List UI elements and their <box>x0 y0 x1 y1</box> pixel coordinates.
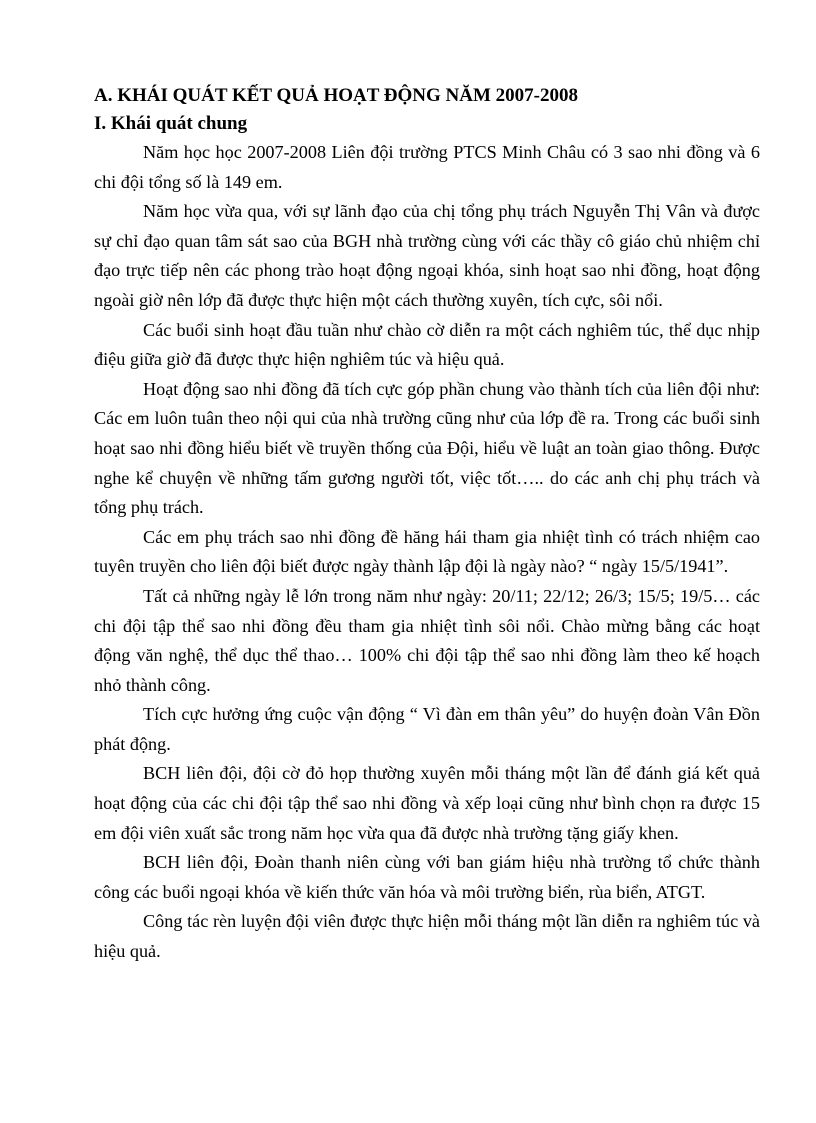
paragraph-training: Công tác rèn luyện đội viên được thực hiện mỗi tháng một lần diễn ra nghiêm túc và hiệu quả. <box>94 911 760 962</box>
paragraph-weekly-activities: Các buổi sinh hoạt đầu tuần như chào cờ diễn ra một cách nghiêm túc, thể dục nhịp điệu giữa giờ đã được thực hiện nghiêm túc và hiệu quả. <box>94 319 760 370</box>
paragraph-campaign: Tích cực hưởng ứng cuộc vận động “ Vì đàn em thân yêu” do huyện đoàn Vân Đồn phát động. <box>94 704 760 754</box>
document-page <box>94 80 760 967</box>
paragraph-committee-meetings: BCH liên đội, đội cờ đỏ họp thường xuyên mỗi tháng một lần để đánh giá kết quả hoạt động của các chi đội tập thể sao nhi đồng và xếp loại cũng như bình chọn ra được 15 em đội viên xuất sắc trong năm học vừa qua đã được nhà trường tặng giấy khen. <box>94 763 760 843</box>
paragraph-star-groups: Hoạt động sao nhi đồng đã tích cực góp phần chung vào thành tích của liên đội như: Các em luôn tuân theo nội qui của nhà trường cũng như của lớp đề ra. Trong các buổi sinh hoạt sao nhi đồng hiểu biết về truyền thống của Đội, hiểu về luật an toàn giao thông. Được nghe kể chuyện về những tấm gương người tốt, việc tốt….. do các anh chị phụ trách và tổng phụ trách. <box>94 378 760 518</box>
paragraph-holidays: Tất cả những ngày lễ lớn trong năm như ngày: 20/11; 22/12; 26/3; 15/5; 19/5… các chi đội tập thể sao nhi đồng đều tham gia nhiệt tình sôi nổi. Chào mừng bằng các hoạt động văn nghệ, thể dục thể thao… 100% chi đội tập thể sao nhi đồng làm theo kế hoạch nhỏ thành công. <box>94 585 760 695</box>
section-title: A. KHÁI QUÁT KẾT QUẢ HOẠT ĐỘNG NĂM 2007-2008 <box>94 85 579 106</box>
paragraph-overview: Năm học học 2007-2008 Liên đội trường PTCS Minh Châu có 3 sao nhi đồng và 6 chi đội tổng số là 149 em. <box>94 142 760 192</box>
subsection-title: I. Khái quát chung <box>94 113 248 134</box>
paragraph-leadership: Năm học vừa qua, với sự lãnh đạo của chị tổng phụ trách Nguyễn Thị Vân và được sự chỉ đạo quan tâm sát sao của BGH nhà trường cùng với các thầy cô giáo chủ nhiệm chỉ đạo trực tiếp nên các phong trào hoạt động ngoại khóa, sinh hoạt sao nhi đồng, hoạt động ngoài giờ nên lớp đã được thực hiện một cách thường xuyên, tích cực, sôi nổi. <box>94 201 760 310</box>
paragraph-founding-day: Các em phụ trách sao nhi đồng đề hăng hái tham gia nhiệt tình có trách nhiệm cao tuyên truyền cho liên đội biết được ngày thành lập đội là ngày nào? “ ngày 15/5/1941”. <box>94 526 760 577</box>
paragraph-extracurricular: BCH liên đội, Đoàn thanh niên cùng với ban giám hiệu nhà trường tổ chức thành công các buổi ngoại khóa về kiến thức văn hóa và môi trường biển, rùa biển, ATGT. <box>94 852 760 902</box>
